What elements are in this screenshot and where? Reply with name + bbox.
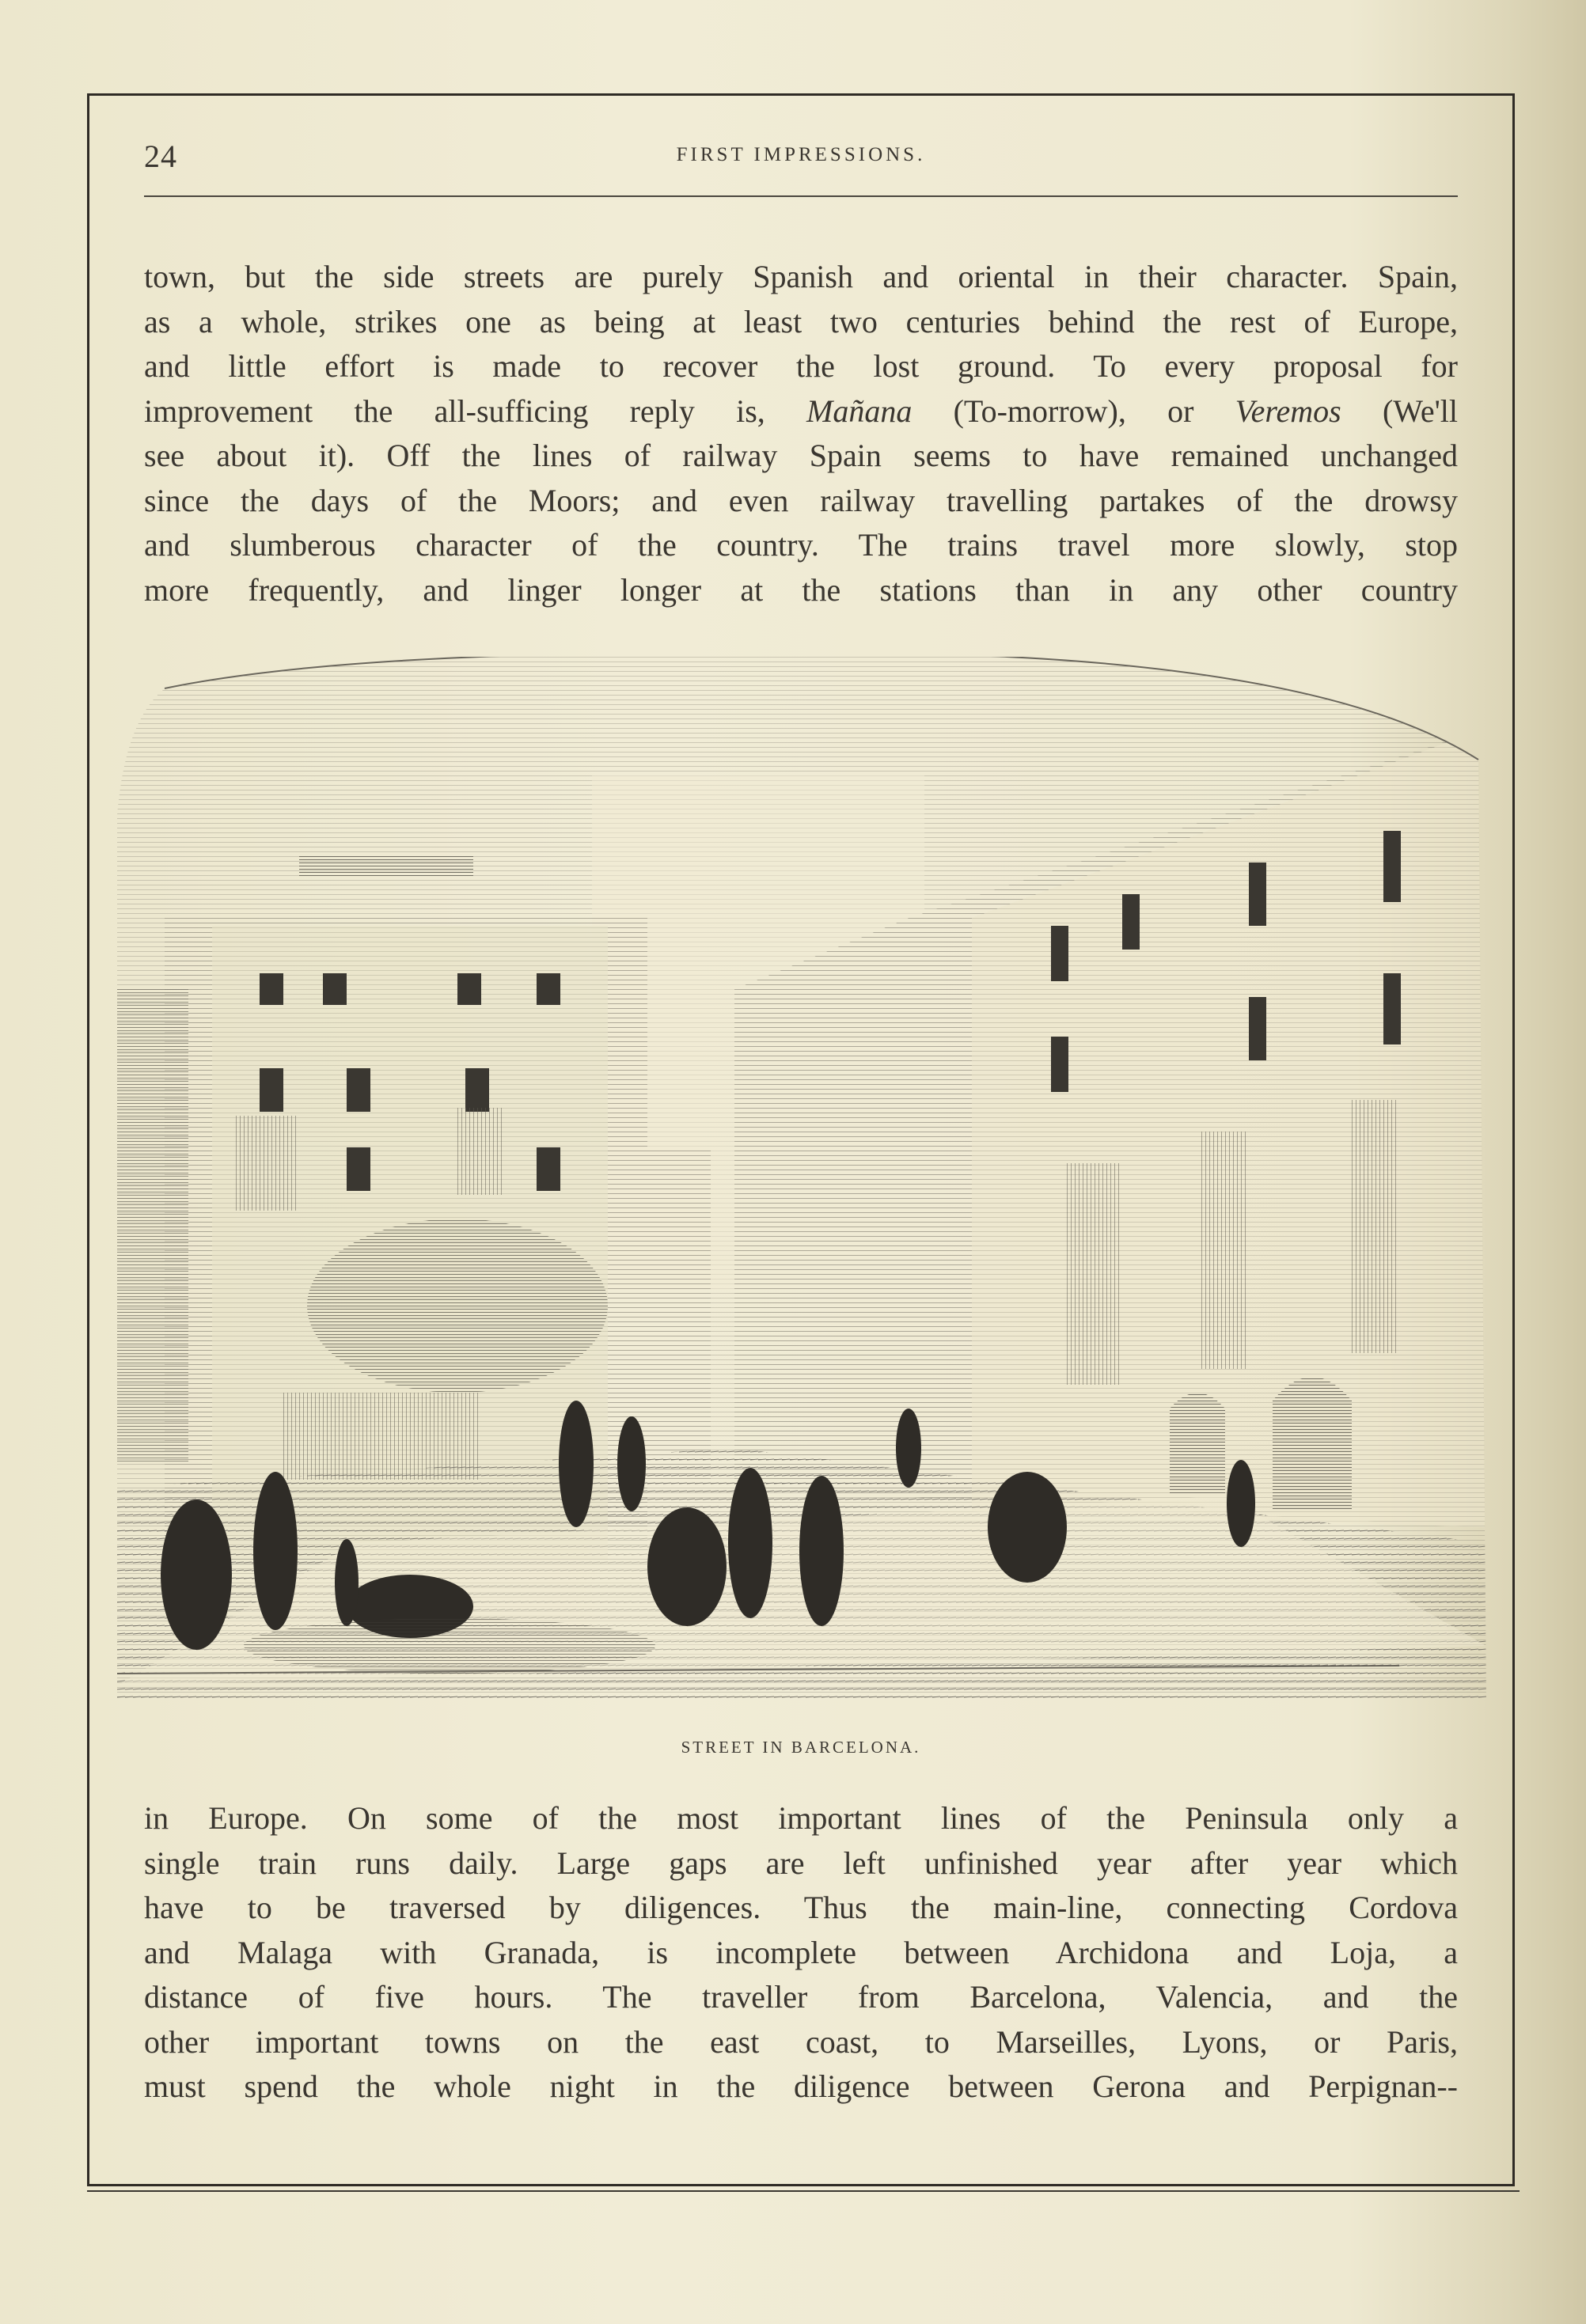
- header-rule: [144, 195, 1458, 197]
- text-run: (We'll: [1382, 392, 1458, 429]
- text-line: and slumberous character of the country. The trains travel more slowly, stop: [144, 527, 1458, 563]
- text-run: (To-morrow), or: [953, 392, 1194, 429]
- page-number: 24: [144, 138, 177, 174]
- text-line: have to be traversed by diligences. Thus the main-line, connecting Cordova: [144, 1890, 1458, 1925]
- text-line: other important towns on the east coast, to Marseilles, Lyons, or Paris,: [144, 2023, 1458, 2060]
- illustration-caption: STREET IN BARCELONA.: [681, 1738, 921, 1757]
- text-line: more frequently, and linger longer at the stations than in any other country: [144, 571, 1458, 608]
- text-run: improvement the all-sufficing reply is,: [144, 392, 765, 429]
- text-line: and little effort is made to recover the lost ground. To every proposal for: [144, 348, 1458, 384]
- text-line-mixed: [144, 389, 1458, 434]
- text-line: town, but the side streets are purely Spanish and oriental in their character. Spain,: [144, 259, 1458, 294]
- text-line: as a whole, strikes one as being at least two centuries behind the rest of Europe,: [144, 303, 1458, 339]
- text-line: in Europe. On some of the most important lines of the Peninsula only a: [144, 1800, 1458, 1836]
- paragraph-bottom: [144, 1796, 1458, 2110]
- text-line: must spend the whole night in the diligence between Gerona and Perpignan--: [144, 2068, 1458, 2104]
- text-line: see about it). Off the lines of railway Spain seems to have remained unchanged: [144, 438, 1458, 473]
- paragraph-top: [144, 255, 1458, 612]
- italic-word-veremos: Veremos: [1235, 392, 1341, 429]
- frame-bottom-rule: [87, 2190, 1520, 2192]
- italic-word-manana: Mañana: [806, 392, 913, 429]
- text-line: since the days of the Moors; and even railway travelling partakes of the drowsy: [144, 482, 1458, 518]
- text-line: single train runs daily. Large gaps are left unfinished year after year which: [144, 1844, 1458, 1881]
- text-line: distance of five hours. The traveller from Barcelona, Valencia, and the: [144, 1979, 1458, 2015]
- running-head: FIRST IMPRESSIONS.: [676, 144, 926, 165]
- engraving-street-in-barcelona: [117, 657, 1486, 1701]
- text-line: and Malaga with Granada, is incomplete between Archidona and Loja, a: [144, 1934, 1458, 1970]
- page-header: [144, 135, 1458, 182]
